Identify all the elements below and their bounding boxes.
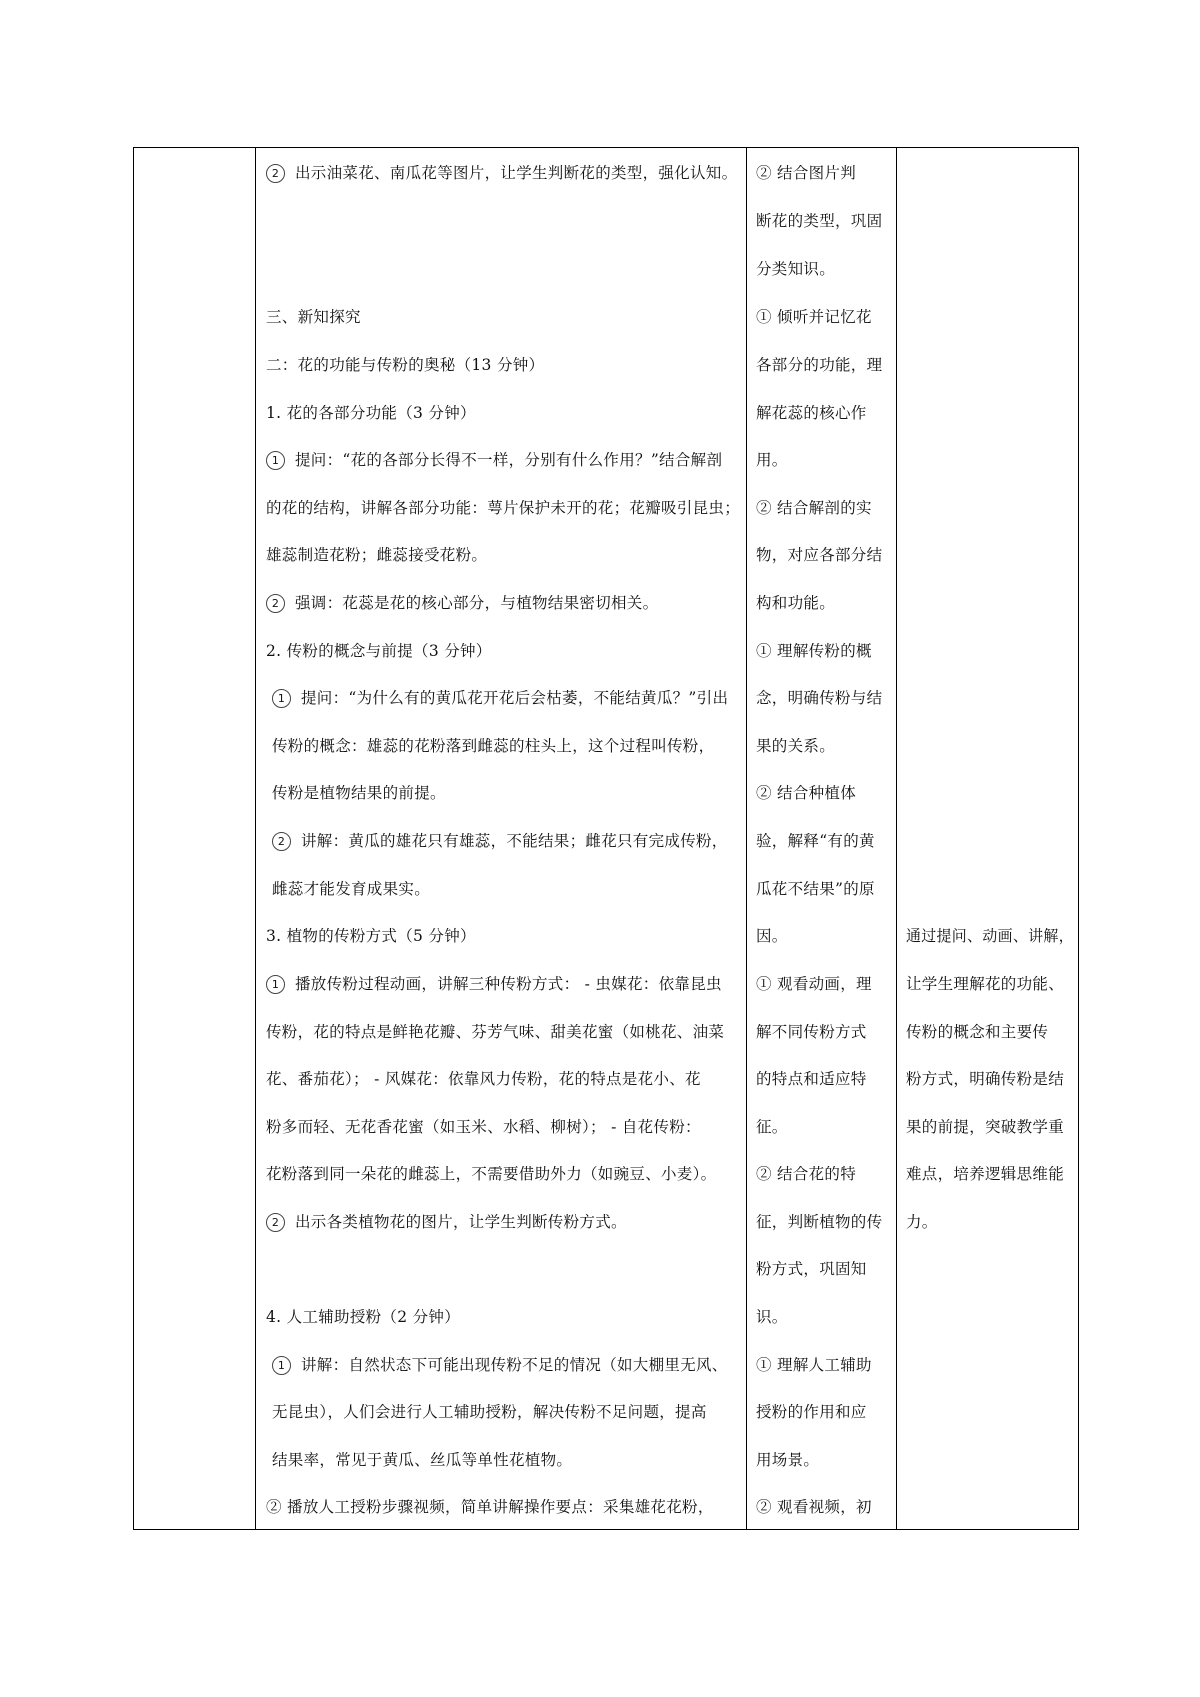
circled-number: 1 <box>266 451 285 470</box>
teacher-text-line <box>272 688 728 708</box>
column-divider <box>746 147 747 1530</box>
teacher-text-line <box>266 926 476 946</box>
teacher-text-line <box>272 1355 728 1375</box>
teacher-text-line <box>272 736 714 756</box>
line-text: 花粉落到同一朵花的雌蕊上，不需要借助外力（如豌豆、小麦）。 <box>266 1165 717 1183</box>
line-text: 雌蕊才能发育成果实。 <box>272 880 431 898</box>
intent-text-line: 粉方式，明确传粉是结 <box>906 1070 1065 1088</box>
teacher-text-line <box>266 1497 714 1517</box>
student-text-line: 的特点和适应特 <box>756 1070 867 1088</box>
teacher-text-line <box>272 783 446 803</box>
line-text: 三、新知探究 <box>266 308 361 326</box>
teacher-text-line <box>266 641 492 661</box>
design-intent-cell <box>906 147 1076 1528</box>
student-text-line: 各部分的功能，理 <box>756 356 883 374</box>
teacher-text-line <box>266 355 544 375</box>
line-text: 花、番茄花）； - 风媒花：依靠风力传粉，花的特点是花小、花 <box>266 1070 701 1088</box>
line-text: 2. 传粉的概念与前提（3 分钟） <box>266 642 492 660</box>
student-text-line: 分类知识。 <box>756 260 836 278</box>
intent-text-line: 让学生理解花的功能、 <box>906 975 1065 993</box>
line-text: 无昆虫），人们会进行人工辅助授粉，解决传粉不足问题，提高 <box>272 1403 707 1421</box>
column-divider <box>896 147 897 1530</box>
student-text-line: 解花蕊的核心作 <box>756 404 867 422</box>
teacher-text-line <box>266 1307 460 1327</box>
student-text-line: 用。 <box>756 451 788 469</box>
teacher-text-line <box>272 879 430 899</box>
teacher-text-line <box>266 1022 724 1042</box>
student-text-line: 断花的类型，巩固 <box>756 212 883 230</box>
intent-text-line: 通过提问、动画、讲解， <box>906 927 1074 945</box>
teacher-activities-cell <box>266 147 744 1528</box>
circled-number: 1 <box>272 1356 291 1375</box>
student-text-line: ② 结合花的特 <box>756 1165 857 1183</box>
teacher-text-line <box>266 593 658 613</box>
teacher-text-line <box>266 1069 701 1089</box>
student-text-line: ② 结合图片判 <box>756 164 857 182</box>
student-text-line: 瓜花不结果”的原 <box>756 880 875 898</box>
teacher-text-line <box>266 307 361 327</box>
teacher-text-line <box>266 545 487 565</box>
line-text: 传粉是植物结果的前提。 <box>272 784 446 802</box>
teacher-text-line <box>272 1450 572 1470</box>
student-text-line: 构和功能。 <box>756 594 836 612</box>
teacher-text-line <box>266 498 740 518</box>
teacher-text-line <box>272 831 728 851</box>
line-text: 传粉，花的特点是鲜艳花瓣、芬芳气味、甜美花蜜（如桃花、油菜 <box>266 1023 725 1041</box>
student-text-line: ② 结合解剖的实 <box>756 499 872 517</box>
student-text-line: 念，明确传粉与结 <box>756 689 883 707</box>
line-text: ② 播放人工授粉步骤视频，简单讲解操作要点：采集雄花花粉， <box>266 1498 714 1516</box>
teacher-text-line <box>266 163 737 183</box>
intent-text-line: 难点，培养逻辑思维能 <box>906 1165 1065 1183</box>
column-divider <box>255 147 256 1530</box>
line-text: 出示油菜花、南瓜花等图片，让学生判断花的类型，强化认知。 <box>295 164 738 182</box>
student-text-line: ① 观看动画，理 <box>756 975 872 993</box>
line-text: 讲解：黄瓜的雄花只有雄蕊，不能结果；雌花只有完成传粉， <box>301 832 728 850</box>
student-text-line: ② 结合种植体 <box>756 784 857 802</box>
intent-text-line: 传粉的概念和主要传 <box>906 1023 1049 1041</box>
circled-number: 2 <box>266 594 285 613</box>
line-text: 1. 花的各部分功能（3 分钟） <box>266 404 476 422</box>
line-text: 讲解：自然状态下可能出现传粉不足的情况（如大棚里无风、 <box>301 1356 728 1374</box>
student-text-line: 果的关系。 <box>756 737 836 755</box>
line-text: 提问：“花的各部分长得不一样，分别有什么作用？”结合解剖 <box>295 451 723 469</box>
intent-text-line: 果的前提，突破教学重 <box>906 1118 1065 1136</box>
student-text-line: 解不同传粉方式 <box>756 1023 867 1041</box>
student-text-line: 物，对应各部分结 <box>756 546 883 564</box>
student-text-line: ① 理解人工辅助 <box>756 1356 872 1374</box>
line-text: 3. 植物的传粉方式（5 分钟） <box>266 927 476 945</box>
student-text-line: 授粉的作用和应 <box>756 1403 867 1421</box>
student-activities-cell <box>756 147 894 1528</box>
student-text-line: 识。 <box>756 1308 788 1326</box>
teacher-text-line <box>266 450 722 470</box>
teacher-text-line <box>272 1402 707 1422</box>
intent-text-line: 力。 <box>906 1213 938 1231</box>
line-text: 提问：“为什么有的黄瓜花开花后会枯萎，不能结黄瓜？”引出 <box>301 689 729 707</box>
circled-number: 1 <box>266 975 285 994</box>
line-text: 传粉的概念：雄蕊的花粉落到雌蕊的柱头上，这个过程叫传粉， <box>272 737 715 755</box>
teacher-text-line <box>266 1164 716 1184</box>
line-text: 出示各类植物花的图片，让学生判断传粉方式。 <box>295 1213 627 1231</box>
student-text-line: ② 观看视频，初 <box>756 1498 872 1516</box>
teacher-text-line <box>266 1117 701 1137</box>
column-1-empty <box>135 147 255 1528</box>
circled-number: 2 <box>266 1213 285 1232</box>
circled-number: 2 <box>272 832 291 851</box>
student-text-line: ① 理解传粉的概 <box>756 642 872 660</box>
line-text: 二：花的功能与传粉的奥秘（13 分钟） <box>266 356 545 374</box>
student-text-line: 征。 <box>756 1118 788 1136</box>
line-text: 结果率，常见于黄瓜、丝瓜等单性花植物。 <box>272 1451 573 1469</box>
line-text: 4. 人工辅助授粉（2 分钟） <box>266 1308 461 1326</box>
student-text-line: ① 倾听并记忆花 <box>756 308 872 326</box>
student-text-line: 用场景。 <box>756 1451 820 1469</box>
teacher-text-line <box>266 1212 627 1232</box>
line-text: 雄蕊制造花粉；雌蕊接受花粉。 <box>266 546 488 564</box>
teacher-text-line <box>266 974 722 994</box>
line-text: 播放传粉过程动画，讲解三种传粉方式： - 虫媒花：依靠昆虫 <box>295 975 722 993</box>
student-text-line: 粉方式，巩固知 <box>756 1260 867 1278</box>
student-text-line: 征，判断植物的传 <box>756 1213 883 1231</box>
line-text: 强调：花蕊是花的核心部分，与植物结果密切相关。 <box>295 594 659 612</box>
line-text: 的花的结构，讲解各部分功能：萼片保护未开的花；花瓣吸引昆虫； <box>266 499 741 517</box>
circled-number: 2 <box>266 164 285 183</box>
teacher-text-line <box>266 403 476 423</box>
line-text: 粉多而轻、无花香花蜜（如玉米、水稻、柳树）； - 自花传粉： <box>266 1118 701 1136</box>
student-text-line: 验，解释“有的黄 <box>756 832 875 850</box>
student-text-line: 因。 <box>756 927 788 945</box>
circled-number: 1 <box>272 689 291 708</box>
